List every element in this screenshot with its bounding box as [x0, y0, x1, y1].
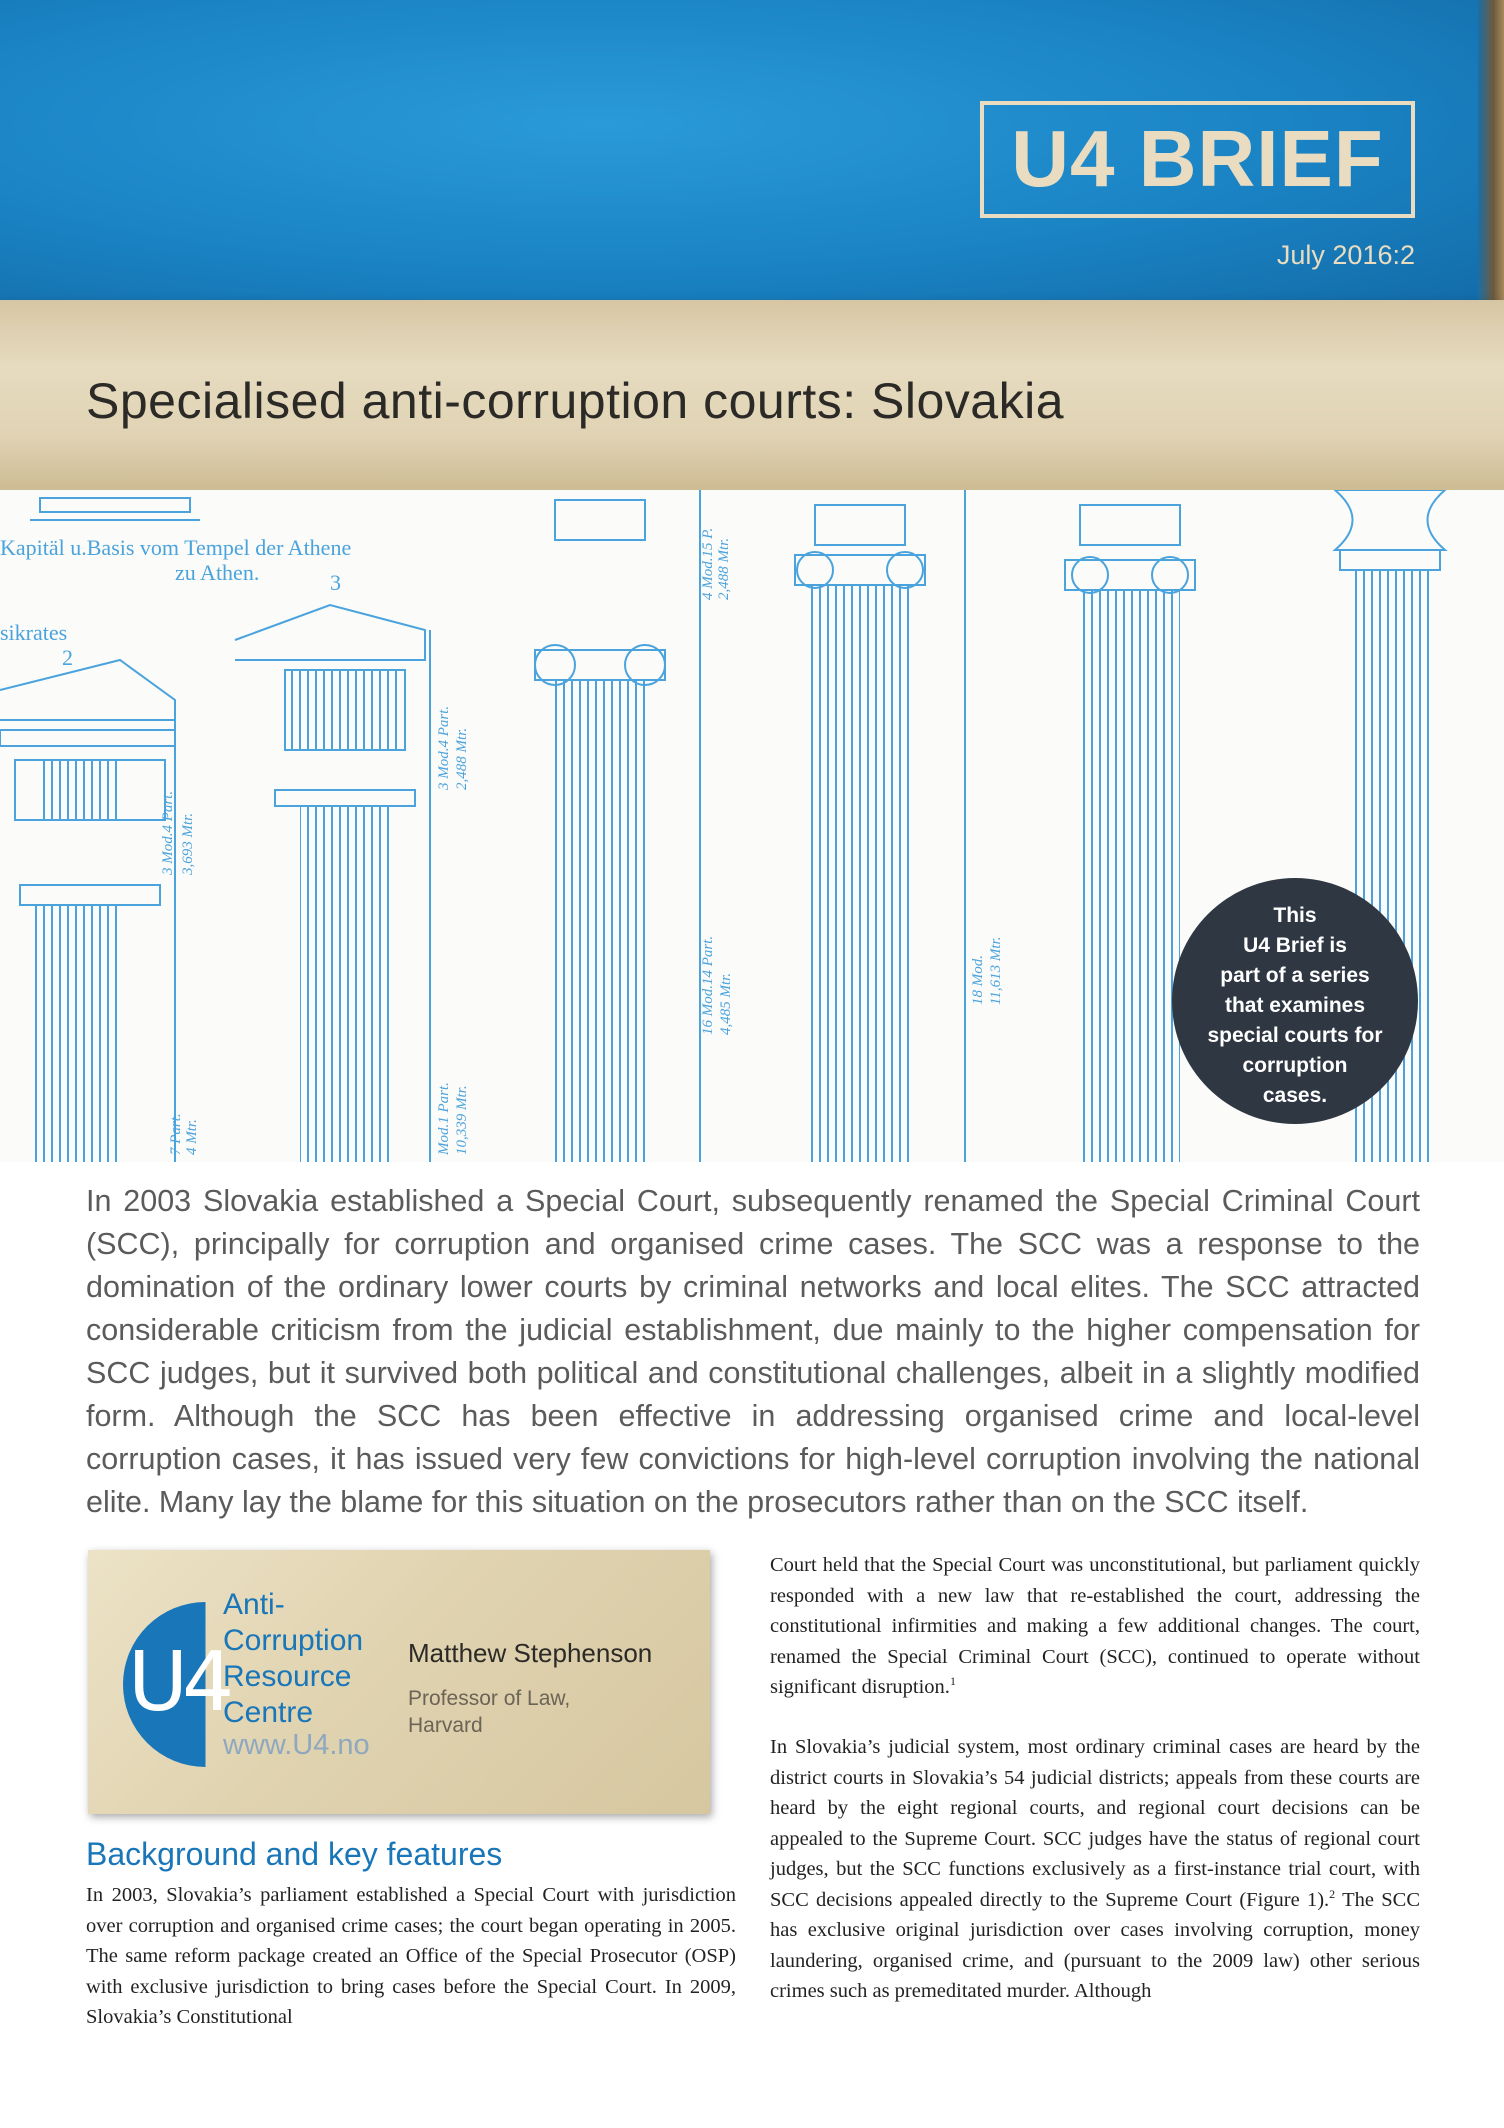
dim-label: 4,485 Mtr. — [718, 972, 734, 1035]
badge-line: special courts for — [1207, 1024, 1383, 1047]
org-name-line: Anti- — [223, 1588, 285, 1621]
dim-label: 4 Mtr. — [184, 1119, 200, 1155]
author-card — [88, 1550, 710, 1814]
dim-label: 18 Mod. — [970, 955, 986, 1005]
author-role-line: Harvard — [408, 1714, 483, 1737]
org-url: www.U4.no — [223, 1729, 370, 1761]
org-name-line: Centre — [223, 1696, 314, 1729]
body-text: Court held that the Special Court was unconstitutional, but parliament quickly responded with a new law that re-established the court, addressing the constitutional infirmities and making a few additional changes. The court, renamed the Special Criminal Court (SCC), continued to operate without significant disruption. — [770, 1554, 1420, 1698]
book-edge — [1478, 0, 1504, 310]
caption-athen: zu Athen. — [175, 560, 260, 585]
body-text-left: In 2003, Slovakia’s parliament established a Special Court with jurisdiction over corruption and organised crime cases; the court began operating in 2005. The same reform package created an Office of the Special Prosecutor (OSP) with exclusive jurisdiction to bring cases before the Special Court. In 2009, Slovakia’s Constitutional — [86, 1884, 736, 2028]
title-band — [0, 300, 1504, 490]
dim-label: 2,488 Mtr. — [716, 537, 732, 600]
org-name — [223, 1587, 363, 1731]
badge-line: This — [1273, 904, 1317, 927]
body-text: In Slovakia’s judicial system, most ordinary criminal cases are heard by the district courts in Slovakia’s 54 judicial districts; appeals from these courts are heard by the eight regional courts, and regional court decisions can be appealed to the Supreme Court. SCC judges have the status of regional court judges, but the SCC functions exclusively as a first-instance trial court, with SCC decisions appealed directly to the Supreme Court (Figure 1). — [770, 1736, 1420, 1911]
dim-label: 3 Mod.4 Part. — [436, 705, 452, 790]
caption-athene: Kapitäl u.Basis vom Tempel der Athene — [0, 535, 352, 560]
label-sikrates: sikrates — [0, 620, 68, 645]
author-role — [408, 1685, 570, 1739]
badge-line: part of a series — [1220, 964, 1370, 987]
dim-label: 7 Part. — [168, 1113, 184, 1155]
dim-label: 3,693 Mtr. — [180, 812, 196, 875]
badge-line: cases. — [1262, 1084, 1328, 1107]
badge-line: corruption — [1242, 1054, 1348, 1077]
lead-paragraph: In 2003 Slovakia established a Special Court, subsequently renamed the Special Criminal Court (SCC), principally for corruption and organised crime cases. The SCC was a response to the domination of the ordinary lower courts by criminal networks and local elites. The SCC attracted considerable criticism from the judicial establishment, due mainly to the higher compensation for SCC judges, but it survived both political and constitutional challenges, albeit in a slightly modified form. Although the SCC has been effective in addressing organised crime and local-level corruption cases, it has issued very few convictions for high-level corruption involving the national elite. Many lay the blame for this situation on the prosecutors rather than on the SCC itself. — [86, 1184, 1420, 1519]
dim-label: 10,339 Mtr. — [454, 1085, 470, 1155]
badge-line: that examines — [1224, 994, 1366, 1017]
dim-label: 11,613 Mtr. — [988, 936, 1004, 1005]
footnote-ref[interactable]: 2 — [1329, 1886, 1336, 1901]
dim-label: 4 Mod.15 P. — [700, 527, 716, 600]
section-heading: Background and key features — [86, 1836, 503, 1872]
body-text-right-2 — [770, 1732, 1420, 2007]
series-badge — [1172, 878, 1418, 1124]
page-title: Specialised anti-corruption courts: Slovakia — [86, 373, 1065, 429]
footnote-ref[interactable]: 1 — [949, 1674, 956, 1689]
org-name-line: Corruption — [223, 1624, 364, 1657]
dim-label: 16 Mod.14 Part. — [700, 935, 716, 1035]
brand-logo: U4 BRIEF — [980, 101, 1415, 218]
org-name-line: Resource — [223, 1660, 352, 1693]
dim-label: 2,488 Mtr. — [454, 727, 470, 790]
label-2: 2 — [62, 645, 73, 670]
author-name: Matthew Stephenson — [408, 1638, 653, 1668]
dim-label: Mod.1 Part. — [436, 1082, 452, 1155]
label-3: 3 — [330, 570, 341, 595]
body-text: The SCC has exclusive original jurisdiction over cases involving corruption, money laundering, organised crime, and (pursuant to the 2009 law) other serious crimes such as premeditated murder. Although — [770, 1888, 1420, 2002]
dim-label: 3 Mod.4 Part. — [160, 790, 176, 875]
badge-line: U4 Brief is — [1243, 934, 1347, 957]
header-banner — [0, 0, 1504, 310]
author-role-line: Professor of Law, — [408, 1687, 571, 1710]
issue-date: July 2016:2 — [1276, 240, 1415, 270]
body-text-right-1 — [770, 1550, 1420, 1703]
u4-logo-text: U4 — [128, 1635, 229, 1730]
